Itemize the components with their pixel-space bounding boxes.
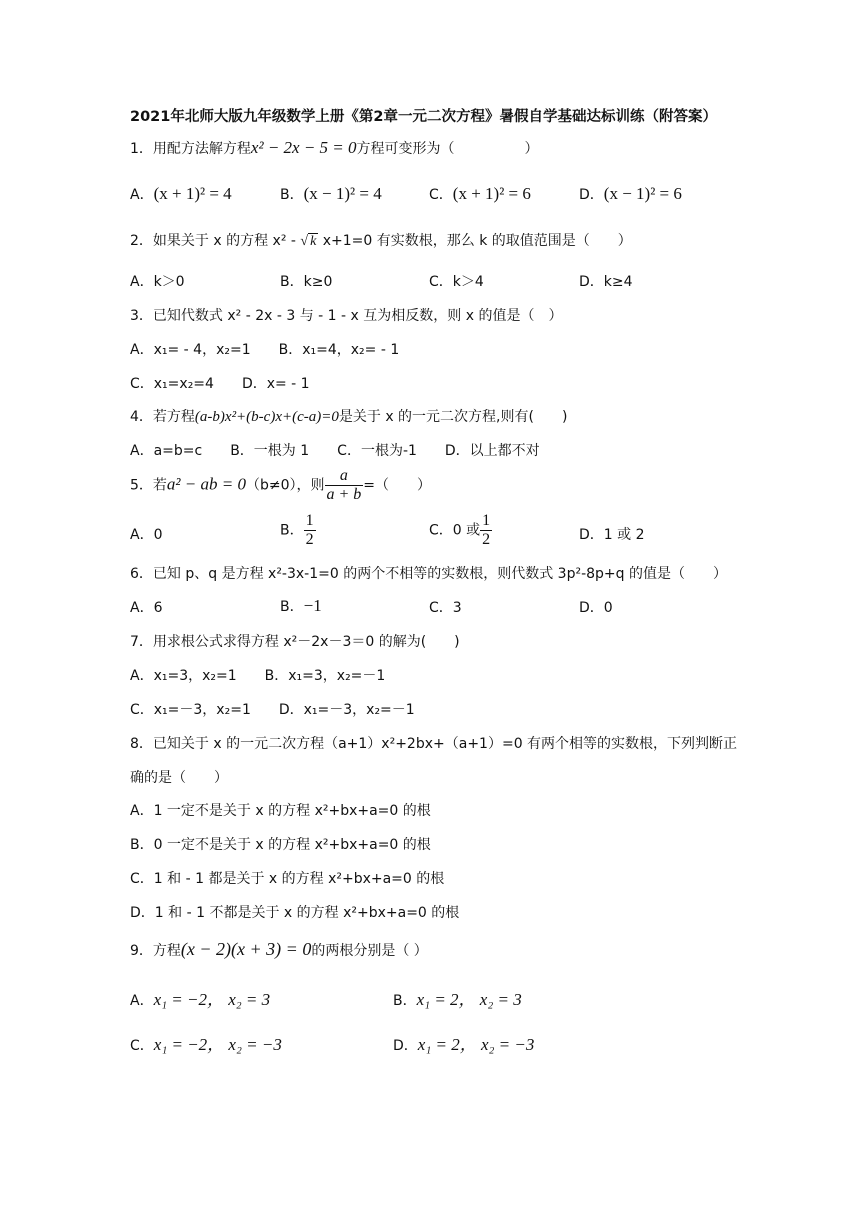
question-7-options-ab: A．x₁=3，x₂=1 B．x₁=3，x₂=－1 (130, 668, 386, 684)
question-1-option-d: D．(x − 1)² = 6 (579, 184, 682, 203)
question-8-option-a: A．1 一定不是关于 x 的方程 x²+bx+a=0 的根 (130, 803, 431, 819)
question-5-fraction: $\frac{a}{a + b}$ (326, 467, 362, 503)
question-5-option-a: A．0 (130, 527, 163, 543)
question-9-equation: (x − 2)(x + 3) = 0 (180, 939, 312, 959)
question-2-option-c: C．k＞4 (429, 274, 484, 290)
question-8-option-d: D．1 和 - 1 不都是关于 x 的方程 x²+bx+a=0 的根 (130, 905, 460, 921)
question-4-equation: (a-b)x²+(b-c)x+(c-a)=0 (194, 409, 339, 425)
question-1 (130, 138, 539, 158)
question-1-option-c: C．(x + 1)² = 6 (429, 184, 531, 203)
question-8-option-b: B．0 一定不是关于 x 的方程 x²+bx+a=0 的根 (130, 837, 431, 853)
question-6-option-d: D．0 (579, 600, 613, 616)
question-2-prefix: 2．如果关于 x 的方程 x² - (130, 233, 301, 249)
question-2-option-b: B．k≥0 (280, 274, 333, 290)
sqrt-symbol: √ k (300, 234, 317, 249)
question-1-suffix: 方程可变形为（ ） (356, 141, 539, 157)
question-2-option-a: A．k＞0 (130, 274, 185, 290)
question-7-options-cd: C．x₁=－3，x₂=1 D．x₁=－3，x₂=－1 (130, 702, 415, 718)
question-3-options-cd: C．x₁=x₂=4 D．x= - 1 (130, 376, 310, 392)
question-5-option-c: C．0 或 $\frac{1}{2}$ (429, 512, 491, 548)
question-8-line-1: 8．已知关于 x 的一元二次方程（a+1）x²+2bx+（a+1）=0 有两个相等的实数根，下列判断正 (130, 736, 738, 752)
question-3: 3．已知代数式 x² - 2x - 3 与 - 1 - x 互为相反数，则 x 的值是（ ） (130, 308, 563, 324)
page-title: 2021年北师大版九年级数学上册《第2章一元二次方程》暑假自学基础达标训练（附答案） (130, 109, 717, 125)
question-2-suffix: x+1=0 有实数根，那么 k 的取值范围是（ ） (318, 233, 632, 249)
question-5-equation: a² − ab = 0 (166, 474, 246, 494)
question-1-option-a: A．(x + 1)² = 4 (130, 184, 232, 203)
question-2-option-d: D．k≥4 (579, 274, 633, 290)
question-5-option-d: D．1 或 2 (579, 527, 645, 543)
question-6-option-b: B．−1 (280, 596, 322, 615)
question-2 (130, 230, 632, 250)
question-1-option-b: B．(x − 1)² = 4 (280, 184, 382, 203)
question-1-equation: x² − 2x − 5 = 0 (250, 138, 357, 157)
question-4-options: A．a=b=c B．一根为 1 C．一根为-1 D．以上都不对 (130, 443, 540, 459)
question-5-option-b: B． $\frac{1}{2}$ (280, 512, 314, 548)
question-9-option-d: D．x₁ = 2， x₂ = −3 (393, 1035, 535, 1054)
question-3-options-ab: A．x₁= - 4，x₂=1 B．x₁=4，x₂= - 1 (130, 342, 400, 358)
question-1-prefix: 1．用配方法解方程 (130, 141, 251, 157)
question-9-option-b: B．x₁ = 2， x₂ = 3 (393, 990, 522, 1009)
question-6: 6．已知 p、q 是方程 x²-3x-1=0 的两个不相等的实数根，则代数式 3p²-8p+q 的值是（ ） (130, 566, 727, 582)
question-4: 4．若方程(a-b)x²+(b-c)x+(c-a)=0是关于 x 的一元二次方程,则有( ) (130, 409, 568, 425)
question-6-option-c: C．3 (429, 600, 462, 616)
question-6-option-a: A．6 (130, 600, 163, 616)
question-5: 5．若a² − ab = 0（b≠0），则 $\frac{a}{a + b}$ =（ ） (130, 467, 432, 503)
question-7: 7．用求根公式求得方程 x²－2x－3＝0 的解为( ) (130, 634, 460, 650)
question-9-option-a: A．x₁ = −2， x₂ = 3 (130, 990, 271, 1009)
question-9: 9．方程(x − 2)(x + 3) = 0的两根分别是（ ） (130, 939, 428, 959)
question-9-option-c: C．x₁ = −2， x₂ = −3 (130, 1035, 282, 1054)
question-8-option-c: C．1 和 - 1 都是关于 x 的方程 x²+bx+a=0 的根 (130, 871, 445, 887)
question-8-line-2: 确的是（ ） (130, 770, 228, 786)
